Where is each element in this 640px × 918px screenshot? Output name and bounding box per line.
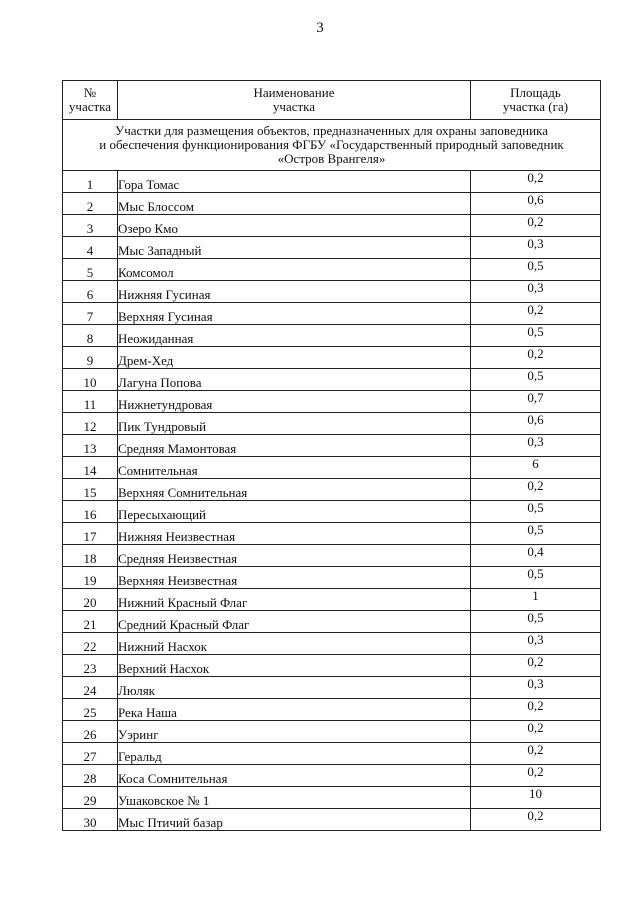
row-number: 9: [63, 347, 118, 369]
row-name: Люляк: [118, 677, 471, 699]
row-number: 20: [63, 589, 118, 611]
row-area: 0,2: [471, 743, 601, 765]
table-row: [63, 369, 601, 391]
row-number: 29: [63, 787, 118, 809]
page-number: 3: [316, 20, 324, 36]
row-number: 12: [63, 413, 118, 435]
row-name: Река Наша: [118, 699, 471, 721]
row-name: Неожиданная: [118, 325, 471, 347]
row-area: 0,3: [471, 677, 601, 699]
row-area: 0,5: [471, 567, 601, 589]
row-number: 5: [63, 259, 118, 281]
row-number: 1: [63, 171, 118, 193]
row-name: Нижний Насхок: [118, 633, 471, 655]
table-row: [63, 215, 601, 237]
row-name: Пересыхающий: [118, 501, 471, 523]
table-row: [63, 457, 601, 479]
table-row: [63, 435, 601, 457]
table-row: [63, 809, 601, 831]
row-number: 10: [63, 369, 118, 391]
row-number: 16: [63, 501, 118, 523]
row-area: 0,5: [471, 325, 601, 347]
row-number: 11: [63, 391, 118, 413]
table-row: [63, 633, 601, 655]
section-title-row: [63, 120, 601, 171]
table-row: [63, 677, 601, 699]
row-area: 0,3: [471, 633, 601, 655]
table-row: [63, 787, 601, 809]
table-row: [63, 171, 601, 193]
table-header-row: [63, 81, 601, 120]
row-name: Ушаковское № 1: [118, 787, 471, 809]
row-name: Мыс Птичий базар: [118, 809, 471, 831]
row-area: 0,2: [471, 809, 601, 831]
table-row: [63, 259, 601, 281]
table-row: [63, 237, 601, 259]
row-number: 4: [63, 237, 118, 259]
row-area: 0,5: [471, 611, 601, 633]
table-row: [63, 303, 601, 325]
row-number: 7: [63, 303, 118, 325]
table-row: [63, 325, 601, 347]
table-row: [63, 589, 601, 611]
row-area: 0,2: [471, 215, 601, 237]
row-number: 14: [63, 457, 118, 479]
table-row: [63, 193, 601, 215]
row-area: 0,3: [471, 237, 601, 259]
row-name: Лагуна Попова: [118, 369, 471, 391]
row-area: 6: [471, 457, 601, 479]
row-number: 2: [63, 193, 118, 215]
row-number: 3: [63, 215, 118, 237]
table-row: [63, 391, 601, 413]
row-name: Мыс Блоссом: [118, 193, 471, 215]
row-name: Нижний Красный Флаг: [118, 589, 471, 611]
row-number: 23: [63, 655, 118, 677]
row-area: 0,5: [471, 369, 601, 391]
row-name: Комсомол: [118, 259, 471, 281]
row-area: 0,2: [471, 479, 601, 501]
row-number: 21: [63, 611, 118, 633]
row-name: Коса Сомнительная: [118, 765, 471, 787]
row-name: Озеро Кмо: [118, 215, 471, 237]
row-name: Сомнительная: [118, 457, 471, 479]
row-area: 0,2: [471, 347, 601, 369]
table-row: [63, 721, 601, 743]
row-area: 0,6: [471, 193, 601, 215]
table-row: [63, 281, 601, 303]
row-area: 0,2: [471, 765, 601, 787]
row-area: 0,2: [471, 721, 601, 743]
row-name: Геральд: [118, 743, 471, 765]
row-name: Мыс Западный: [118, 237, 471, 259]
row-number: 13: [63, 435, 118, 457]
row-area: 0,4: [471, 545, 601, 567]
row-area: 0,2: [471, 655, 601, 677]
row-area: 0,2: [471, 303, 601, 325]
table-row: [63, 567, 601, 589]
row-area: 0,2: [471, 699, 601, 721]
row-number: 17: [63, 523, 118, 545]
row-name: Нижняя Неизвестная: [118, 523, 471, 545]
table-row: [63, 347, 601, 369]
row-number: 30: [63, 809, 118, 831]
row-number: 28: [63, 765, 118, 787]
row-number: 27: [63, 743, 118, 765]
table-row: [63, 501, 601, 523]
plots-table: [62, 80, 601, 831]
row-number: 25: [63, 699, 118, 721]
table-row: [63, 545, 601, 567]
row-name: Верхняя Гусиная: [118, 303, 471, 325]
table-row: [63, 699, 601, 721]
header-num: № участка: [63, 81, 118, 120]
header-name: Наименование участка: [118, 81, 471, 120]
row-number: 18: [63, 545, 118, 567]
row-name: Верхний Насхок: [118, 655, 471, 677]
row-name: Нижнетундровая: [118, 391, 471, 413]
table-row: [63, 523, 601, 545]
table-row: [63, 479, 601, 501]
row-area: 0,5: [471, 523, 601, 545]
row-name: Средняя Неизвестная: [118, 545, 471, 567]
row-area: 10: [471, 787, 601, 809]
row-number: 22: [63, 633, 118, 655]
row-name: Средний Красный Флаг: [118, 611, 471, 633]
row-number: 19: [63, 567, 118, 589]
table-row: [63, 611, 601, 633]
row-name: Уэринг: [118, 721, 471, 743]
table-row: [63, 413, 601, 435]
row-name: Нижняя Гусиная: [118, 281, 471, 303]
table-row: [63, 743, 601, 765]
row-number: 8: [63, 325, 118, 347]
header-area: Площадь участка (га): [471, 81, 601, 120]
row-area: 0,6: [471, 413, 601, 435]
row-number: 24: [63, 677, 118, 699]
row-area: 1: [471, 589, 601, 611]
row-area: 0,7: [471, 391, 601, 413]
section-title: Участки для размещения объектов, предназначенных для охраны заповедника и обеспечения функционирования ФГБУ «Государственный природный заповедник «Остров Врангеля»: [63, 120, 601, 171]
row-area: 0,2: [471, 171, 601, 193]
row-area: 0,3: [471, 281, 601, 303]
row-area: 0,3: [471, 435, 601, 457]
row-number: 15: [63, 479, 118, 501]
table-row: [63, 655, 601, 677]
row-name: Верхняя Сомнительная: [118, 479, 471, 501]
row-name: Верхняя Неизвестная: [118, 567, 471, 589]
row-area: 0,5: [471, 259, 601, 281]
row-name: Дрем-Хед: [118, 347, 471, 369]
row-name: Гора Томас: [118, 171, 471, 193]
row-area: 0,5: [471, 501, 601, 523]
row-name: Средняя Мамонтовая: [118, 435, 471, 457]
row-number: 26: [63, 721, 118, 743]
row-number: 6: [63, 281, 118, 303]
table-row: [63, 765, 601, 787]
row-name: Пик Тундровый: [118, 413, 471, 435]
